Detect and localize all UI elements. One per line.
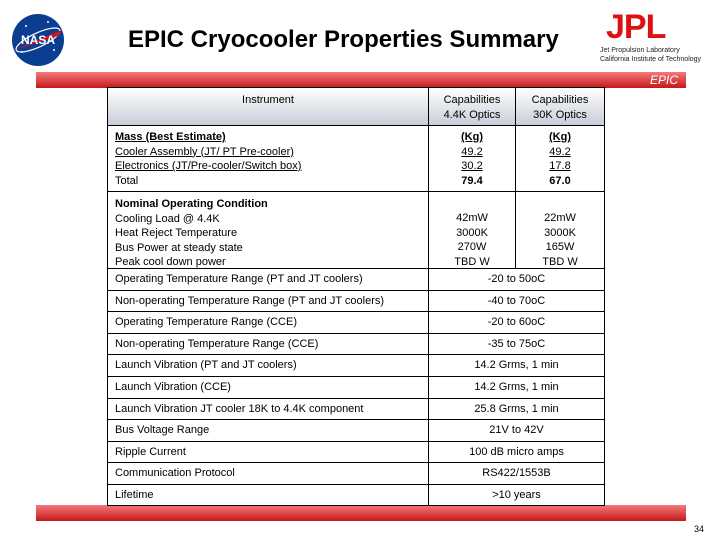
nominal-4k-values: [428, 192, 515, 268]
header-col-30k-line2: 30K Optics: [533, 108, 587, 121]
mass-30k-total: 67.0: [549, 174, 571, 187]
row-value: 14.2 Grms, 1 min: [428, 377, 604, 398]
table-row: [108, 376, 604, 398]
mass-4k-value: 49.2: [461, 145, 483, 158]
band-label: EPIC: [649, 73, 678, 87]
nominal-item: Peak cool down power: [115, 256, 226, 268]
row-value: >10 years: [428, 485, 604, 506]
page-number: 34: [693, 524, 704, 534]
header-col-4k: [428, 88, 515, 125]
header-col-4k-line2: 4.4K Optics: [443, 108, 501, 121]
row-value: 14.2 Grms, 1 min: [428, 355, 604, 376]
row-value: -40 to 70oC: [428, 291, 604, 312]
nasa-logo-text: NASA: [20, 33, 56, 47]
nominal-30k-value: TBD W: [542, 255, 578, 268]
mass-4k-total: 79.4: [461, 174, 483, 187]
row-label: Non-operating Temperature Range (CCE): [115, 337, 319, 350]
mass-heading: Mass (Best Estimate): [115, 131, 226, 143]
header-col-30k: [515, 88, 604, 125]
header-col-30k-line1: Capabilities: [531, 94, 589, 106]
table-row-mass: [108, 125, 604, 191]
nominal-item: Bus Power at steady state: [115, 241, 243, 254]
row-label: Launch Vibration (CCE): [115, 381, 231, 393]
nominal-30k-value: 3000K: [544, 226, 576, 239]
mass-30k-unit: (Kg): [549, 131, 571, 143]
mass-item: Cooler Assembly (JT/ PT Pre-cooler): [115, 145, 294, 158]
row-value: -20 to 60oC: [428, 312, 604, 333]
row-value: -35 to 75oC: [428, 334, 604, 355]
mass-30k-value: 17.8: [549, 160, 571, 172]
mass-4k-unit: (Kg): [461, 131, 483, 143]
jpl-logo-line1: Jet Propulsion Laboratory: [600, 47, 680, 54]
row-label: Operating Temperature Range (PT and JT coolers): [115, 273, 363, 285]
table-row-nominal: [108, 191, 604, 268]
table-row: [108, 268, 604, 290]
mass-4k-value: 30.2: [461, 160, 483, 172]
row-label: Launch Vibration JT cooler 18K to 4.4K component: [115, 402, 364, 415]
table-row: [108, 311, 604, 333]
page-title: EPIC Cryocooler Properties Summary: [128, 26, 559, 53]
table-row: [108, 398, 604, 420]
properties-table: [107, 87, 605, 506]
mass-item: Electronics (JT/Pre-cooler/Switch box): [115, 160, 302, 172]
jpl-logo-letters: JPL: [606, 8, 666, 46]
mass-30k-values: [515, 126, 604, 191]
jpl-logo-line2: California Institute of Technology: [600, 56, 702, 63]
row-label: Operating Temperature Range (CCE): [115, 316, 297, 329]
nominal-labels: [108, 192, 428, 268]
nominal-4k-value: 42mW: [456, 212, 488, 224]
table-row: [108, 441, 604, 463]
bottom-band: [36, 505, 686, 521]
nominal-item: Heat Reject Temperature: [115, 227, 238, 239]
top-band: [36, 72, 686, 88]
mass-item: Total: [115, 174, 139, 187]
table-row: [108, 462, 604, 484]
row-label: Ripple Current: [115, 445, 186, 458]
nominal-heading: Nominal Operating Condition: [115, 198, 268, 210]
nasa-logo: [8, 10, 68, 70]
header-instrument: Instrument: [242, 94, 294, 106]
table-row: [108, 419, 604, 441]
mass-4k-values: [428, 126, 515, 191]
row-value: 21V to 42V: [428, 420, 604, 441]
row-label: Non-operating Temperature Range (PT and JT coolers): [115, 294, 385, 307]
row-value: 100 dB micro amps: [428, 442, 604, 463]
nominal-30k-value: 22mW: [544, 212, 576, 224]
table-row: [108, 290, 604, 312]
header-col-4k-line1: Capabilities: [443, 94, 501, 106]
row-label: Bus Voltage Range: [115, 424, 210, 437]
jpl-logo: [596, 8, 714, 68]
table-row: [108, 333, 604, 355]
nominal-4k-value: 270W: [457, 241, 487, 253]
nominal-30k-value: 165W: [545, 241, 575, 253]
mass-30k-value: 49.2: [549, 145, 571, 158]
nominal-item: Cooling Load @ 4.4K: [115, 212, 220, 225]
row-value: 25.8 Grms, 1 min: [428, 399, 604, 420]
nominal-4k-value: TBD W: [454, 255, 490, 268]
table-header-row: [108, 88, 604, 125]
nominal-30k-values: [515, 192, 604, 268]
row-label: Communication Protocol: [115, 467, 235, 480]
table-row: [108, 354, 604, 376]
row-value: RS422/1553B: [428, 463, 604, 484]
row-value: -20 to 50oC: [428, 269, 604, 290]
row-label: Launch Vibration (PT and JT coolers): [115, 359, 297, 372]
row-label: Lifetime: [115, 489, 154, 501]
mass-labels: [108, 126, 428, 191]
nominal-4k-value: 3000K: [456, 226, 488, 239]
table-row: [108, 484, 604, 506]
